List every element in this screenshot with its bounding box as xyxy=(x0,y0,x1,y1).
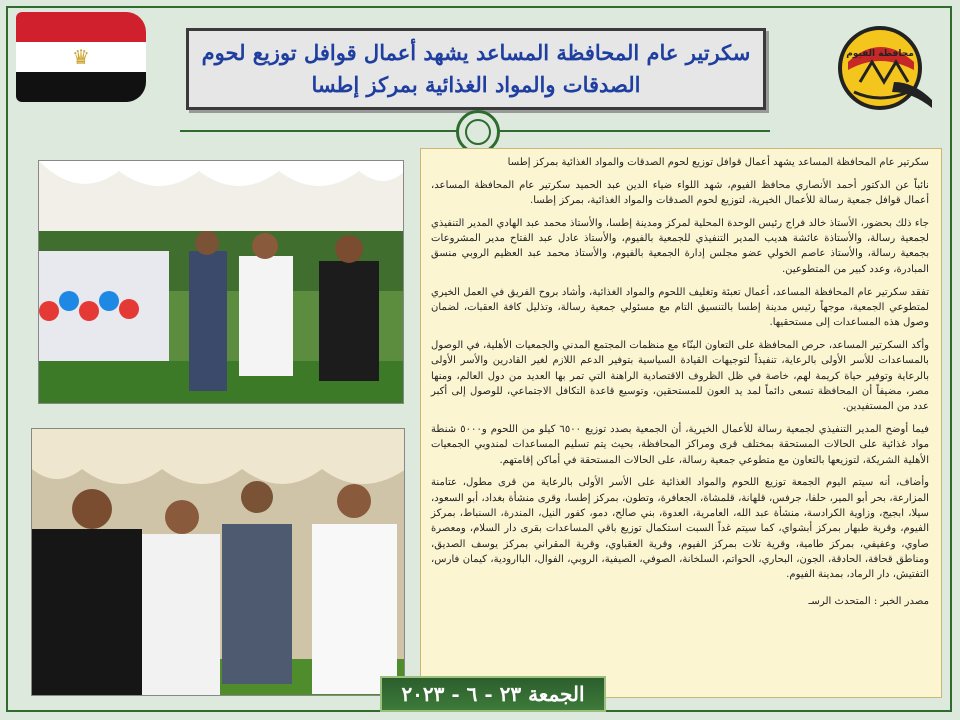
photo-officials-walking xyxy=(31,428,405,696)
photo-tent-volunteers xyxy=(38,160,404,404)
logo-text: محافظة الفيوم xyxy=(846,49,914,59)
fayoum-governorate-logo xyxy=(834,22,934,112)
headline-box xyxy=(186,28,766,110)
article-paragraph: فيما أوضح المدير التنفيذي لجمعية رسالة للأعمال الخيرية، أن الجمعية بصدد توزيع ٦٥٠٠ كيلو من اللحوم و٥٠٠٠ شنطة مواد غذائية على الحالات المستحقة بمختلف قرى ومراكز المحافظة، بحيث يتم تسليم المساعدات لمندوبي الجمعيات الأهلية الشريكة، لتوزيعها بالتعاون مع متطوعي جمعية رسالة، على الحالات المستحقة في أماكن إقامتهم. xyxy=(431,423,929,466)
date-banner xyxy=(380,676,606,712)
article-paragraph: نائباً عن الدكتور أحمد الأنصاري محافظ الفيوم، شهد اللواء ضياء الدين عبد الحميد سكرتير عام المحافظة المساعد، أعمال قوافل جمعية رسالة للأعمال الخيرية، لتوزيع لحوم الصدقات والمواد الغذائية، بمركز إطسا. xyxy=(431,179,929,207)
article-paragraph: جاء ذلك بحضور، الأستاذ خالد فراج رئيس الوحدة المحلية لمركز ومدينة إطسا، والأستاذ محمد عبد الهادي المدير التنفيذي لجمعية رسالة، والأستاذة عائشة هديب المدير التنفيذي للجمعية بالفيوم، والأستاذ عادل عبد الفتاح مدير المشروعات بجمعية رسالة، والأستاذ عاصم الخولي عضو مجلس إدارة الجمعية بالفيوم، والأستاذ محمد عبد العظيم الروبي منسق المبادرة، وعدد كبير من المتطوعين. xyxy=(431,217,930,275)
page-title: سكرتير عام المحافظة المساعد يشهد أعمال قوافل توزيع لحوم الصدقات والمواد الغذائية بمركز إطسا xyxy=(201,40,751,97)
article-paragraph: وأضاف، أنه سيتم اليوم الجمعة توزيع اللحوم والمواد الغذائية على الأسر الأولى بالرعاية من قرى مطول، عتامنة المزارعة، بحر أبو المير، حلفا، جرفس، قلهانة، قلمشاة، الجعافرة، وتطون، بمركز إطسا، وقرى منشأة بغداد، أبو السعود، سيلا، ابجيج، وزاوية الكرادسة، منشأة عبد الله، العامرية، العدوة، بني صالح، دمو، كفور النيل، المندرة، السنباط، بمركز الفيوم، وقرية طبهار بمركز أبشواي، كما سيتم غداً السبت استكمال توزيع باقي المساعدات بقرى دار السلام، ومعصرة صاوي، وعفيفي، بمركز طامية، وقرية تلات بمركز الفيوم، وقرية العقباوي، وقرية المقراني بمركز يوسف الصديق، ومناطق قحافة، الحادقة، الجون، البحاري، الحواتم، السلخانة، الصوفي، الصيفية، الروبي، الفوال، الباارودية، كيمان فارس، التفتيش، دار الرماد، بمدينة الفيوم. xyxy=(431,477,929,581)
egypt-flag-icon: ♛ xyxy=(16,12,146,102)
article-paragraph: وأكد السكرتير المساعد، حرص المحافظة على التعاون البنّاء مع منظمات المجتمع المدني والجمعيات الأهلية، في الوصول بالمساعدات للأسر الأولى بالرعاية، تنفيذاً لتوجيهات القيادة السياسية بتوفير الدعم اللازم لغير القادرين والأسر الأولى بالرعاية وتوفير حياة كريمة لهم، خاصة في ظل الظروف الاقتصادية الراهنة التي تمر بها العديد من دول العالم، ومنها مصر، مضيفاً أن المحافظة تسعى دائماً لمد يد العون للمستحقين، وتوسيع قاعدة التكافل الاجتماعي، للوصول إلى أكبر عدد من المستفيدين. xyxy=(431,339,929,413)
article-body xyxy=(420,148,942,698)
article-paragraph: سكرتير عام المحافظة المساعد يشهد أعمال قوافل توزيع لحوم الصدقات والمواد الغذائية بمركز إطسا xyxy=(507,157,929,168)
date-label: الجمعة ٢٣ - ٦ - ٢٠٢٣ xyxy=(401,682,585,706)
article-source: مصدر الخبر : المتحدث الرسـ xyxy=(808,596,929,608)
article-paragraph: تفقد سكرتير عام المحافظة المساعد، أعمال تعبئة وتغليف اللحوم والمواد الغذائية، وأشاد بروح الفريق في العمل الخيري لمتطوعي الجمعية، موجهاً رئيس مدينة إطسا بالتنسيق التام مع مسئولي جمعية رسالة، وتذليل كافة العقبات، لضمان وصول هذه المساعدات إلى مستحقيها. xyxy=(431,286,929,329)
